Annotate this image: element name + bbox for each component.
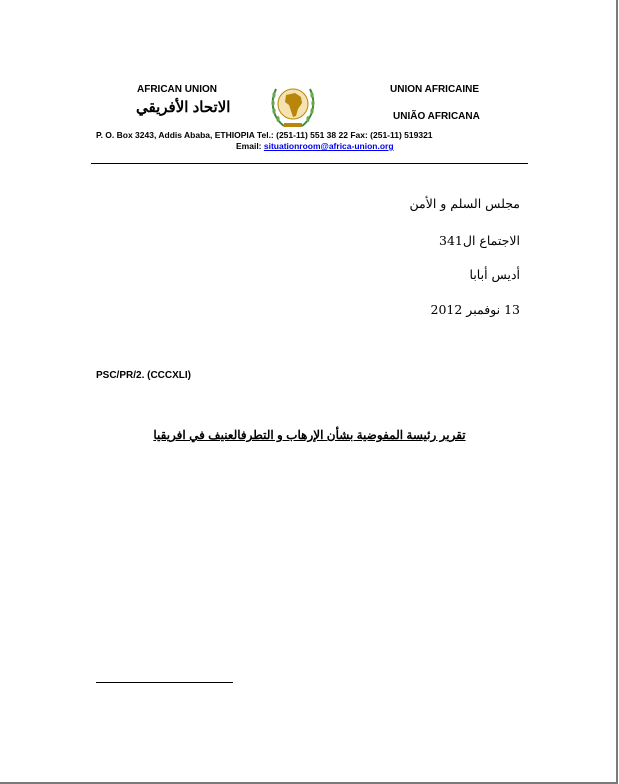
council-name: مجلس السلم و الأمن	[409, 196, 520, 211]
contact-address: P. O. Box 3243, Addis Ababa, ETHIOPIA Tel.: (251-11) 551 38 22 Fax: (251-11) 519321	[96, 130, 433, 140]
african-union-emblem-icon	[268, 79, 318, 131]
email-label: Email:	[236, 141, 264, 151]
date: 13 نوفمبر 2012	[430, 302, 520, 317]
document-reference: PSC/PR/2. (CCCXLI)	[96, 370, 192, 381]
org-name-english: AFRICAN UNION	[137, 84, 217, 95]
city: أديس أبابا	[469, 267, 520, 282]
footnote-separator	[96, 682, 233, 683]
report-title: تقرير رئيسة المفوضية بشأن الإرهاب و التطرفالعنيف في افريقيا	[153, 428, 466, 442]
contact-email-line	[236, 141, 394, 151]
org-name-french: UNION AFRICAINE	[390, 84, 480, 95]
header-divider	[91, 163, 528, 164]
org-name-portuguese: UNIÃO AFRICANA	[393, 111, 480, 122]
email-link[interactable]: situationroom@africa-union.org	[263, 141, 394, 151]
org-name-arabic: الاتحاد الأفريقي	[136, 99, 231, 116]
meeting-number: الاجتماع ال341	[439, 233, 520, 248]
